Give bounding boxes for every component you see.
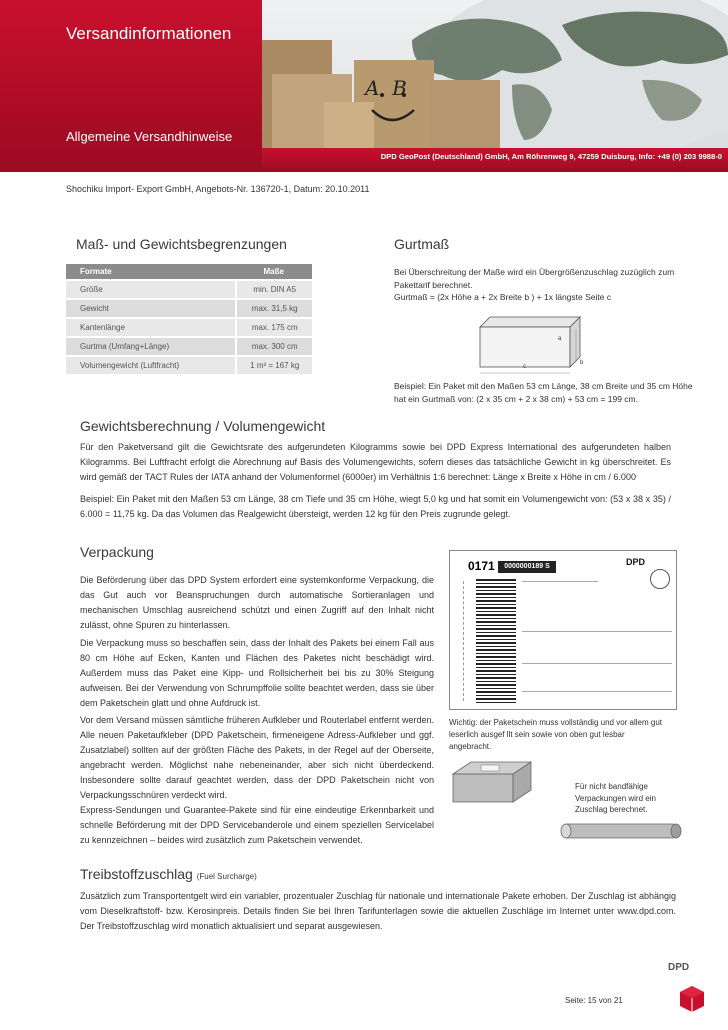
table-cell: Gurtma (Umfang+Länge) (66, 338, 235, 357)
contact-info: DPD GeoPost (Deutschland) GmbH, Am Röhrenweg 9, 47259 Duisburg, Info: +49 (0) 203 9988-0 (380, 152, 722, 161)
fuel-heading-small: (Fuel Surcharge) (196, 872, 257, 881)
girth-example: Beispiel: Ein Paket mit den Maßen 53 cm Länge, 38 cm Breite und 35 cm Höhe hat ein Gurtmaß von: (2 x 35 cm + 2 x 38 cm) + 53 cm = 199 cm. (394, 381, 693, 404)
limits-table (66, 264, 312, 376)
table-row (66, 319, 312, 338)
table-cell: Gewicht (66, 300, 235, 319)
table-cell: max. 175 cm (235, 319, 312, 338)
tube-note: Für nicht bandfähige Verpackungen wird ein Zuschlag berechnet. (575, 782, 656, 814)
girth-box-diagram (470, 315, 590, 377)
header-divider (0, 168, 728, 172)
label-line (522, 631, 672, 632)
table-row (66, 338, 312, 357)
table-row (66, 300, 312, 319)
weight-example: Beispiel: Ein Paket mit den Maßen 53 cm Länge, 38 cm Tiefe und 35 cm Höhe, wiegt 5,0 kg und hat somit ein Volumengewicht von: (53 x 38 x 35) / 6.000 = 11,75 kg. Da das Volumen das Realgewicht übersteigt, werden 12 kg für den Preis zugrunde gelegt. (80, 494, 671, 519)
table-header-cell: Formate (66, 264, 235, 281)
packaging-paragraph-1: Die Beförderung über das DPD System erfordert eine systemkonforme Verpackung, die das Gut auch vor Beanspruchungen durch automatische Sortieranlagen und mechanischen Umschlag ausreichend schützt und einen Zugriff auf den Inhalt nicht zulässt, ohne Spuren zu hinterlassen. (80, 575, 434, 630)
page-subtitle: Allgemeine Versandhinweise (66, 129, 233, 144)
page-number: Seite: 15 von 21 (565, 996, 623, 1005)
packaging-paragraph-2: Die Verpackung muss so beschaffen sein, dass der Inhalt des Pakets bei einem Fall aus 80 cm Höhe auf Ecken, Kanten und Flächen des Paketes nicht beschädigt wird. Außerdem muss das Paket eine Kipp- und Rollsicherheit bei bis zu 30% Steigung aufweisen. Bei der Verwendung von Schrumpffolie sollte beachtet werden, dass sie über dem Paketschein glatt und ohne Aufdruck ist. (80, 638, 434, 708)
table-cell: max. 300 cm (235, 338, 312, 357)
table-row (66, 281, 312, 300)
table-cell: Volumengewicht (Luftfracht) (66, 357, 235, 376)
box-letters: A B (365, 76, 407, 100)
table-header-row (66, 264, 312, 281)
table-cell: 1 m³ = 167 kg (235, 357, 312, 376)
table-row (66, 357, 312, 376)
table-cell: Größe (66, 281, 235, 300)
label-note: Wichtig: der Paketschein muss vollständig und vor allem gut leserlich ausgef llt sein sowie von oben gut lesbar angebracht. (449, 718, 662, 751)
girth-heading: Gurtmaß (394, 236, 450, 252)
parcel-box-illustration (451, 760, 561, 804)
table-header-cell: Maße (235, 264, 312, 281)
girth-formula: Gurtmaß = (2x Höhe a + 2x Breite b ) + 1x längste Seite c (394, 292, 612, 302)
table-cell: max. 31,5 kg (235, 300, 312, 319)
parcel-label-image (449, 550, 677, 710)
girth-text: Bei Überschreitung der Maße wird ein Übergrößenzuschlag zuzüglich zum Pakettarif berechnet. (394, 267, 675, 290)
barcode-icon (476, 579, 516, 703)
page-title: Versandinformationen (66, 24, 232, 43)
label-line (522, 691, 672, 692)
label-brand: DPD (626, 557, 646, 567)
tuv-seal-icon (650, 569, 670, 589)
offer-line: Shochiku Import- Export GmbH, Angebots-Nr. 136720-1, Datum: 20.10.2011 (66, 184, 370, 194)
packaging-paragraph-3: Vor dem Versand müssen sämtliche früheren Aufkleber und Routerlabel entfernt werden. Alle neuen Paketaufkleber (DPD Paketschein, firmeneigene Adress-Aufkleber und ggf. Zusatzlabel) sollten auf der größten Fläche des Pakets, in der Regel auf der Oberseite, angebracht werden. Möglichst nahe nebeneinander, aber sich nicht überdeckend. Insbesondere sollte darauf geachtet werden, dass der DPD Paketschein nicht von Verpackungsschnüren verdeckt wird. (80, 715, 434, 800)
label-line (522, 663, 672, 664)
dpd-logo-icon (670, 972, 714, 1016)
dim-a-label: a (558, 336, 562, 342)
world-map-image (262, 0, 728, 168)
table-cell: min. DIN A5 (235, 281, 312, 300)
fuel-heading-text: Treibstoffzuschlag (80, 866, 193, 882)
tube-illustration (558, 820, 686, 842)
dpd-logo-text: DPD (668, 962, 690, 973)
label-margin (456, 581, 464, 701)
label-barcode-text: 0000000189 S (498, 561, 556, 573)
weight-text: Für den Paketversand gilt die Gewichtsrate des aufgerundeten Kilogramms sowie bei DPD Express International des aufgerundeten halben Kilogramms. Bei Luftfracht erfolgt die Abrechnung auf Basis des Volumengewichts, sofern dieses das tatsächliche Gewicht in kg überschreitet. Es wird gemäß der TACT Rules der IATA anhand der Volumenformel (6000er) im Verhältnis 1:6 berechnet: Länge x Breite x Höhe in cm / 6.000 (80, 442, 671, 482)
fuel-text: Zusätzlich zum Transportentgelt wird ein variabler, prozentualer Zuschlag für nationale und internationale Pakete erhoben. Der Zuschlag ist abhängig vom Dieselkraftstoff- bzw. Kerosinpreis. Details finden Sie bei Ihren Tarifunterlagen sowie die aktuellen Zuschläge im Internet unter www.dpd.com. Der Treibstoffzuschlag wird monatlich aktualisiert und separat ausgewiesen. (80, 891, 676, 931)
packaging-paragraph-4: Express-Sendungen und Guarantee-Pakete sind für eine eindeutige Erkennbarkeit und schnelle Beförderung mit der DPD Servicebanderole und einem speziellen Servicelabel zu kennzeichnen – beides wird zusätzlich zum Paketschein verwendet. (80, 805, 434, 845)
limits-heading: Maß- und Gewichtsbegrenzungen (76, 236, 287, 252)
dim-c-label: c (523, 364, 526, 370)
table-cell: Kantenlänge (66, 319, 235, 338)
fuel-heading (80, 866, 257, 882)
packaging-heading: Verpackung (80, 544, 154, 560)
weight-heading: Gewichtsberechnung / Volumengewicht (80, 418, 326, 434)
label-line (522, 581, 598, 582)
label-number: 0171 (468, 559, 495, 573)
dim-b-label: b (580, 360, 584, 366)
